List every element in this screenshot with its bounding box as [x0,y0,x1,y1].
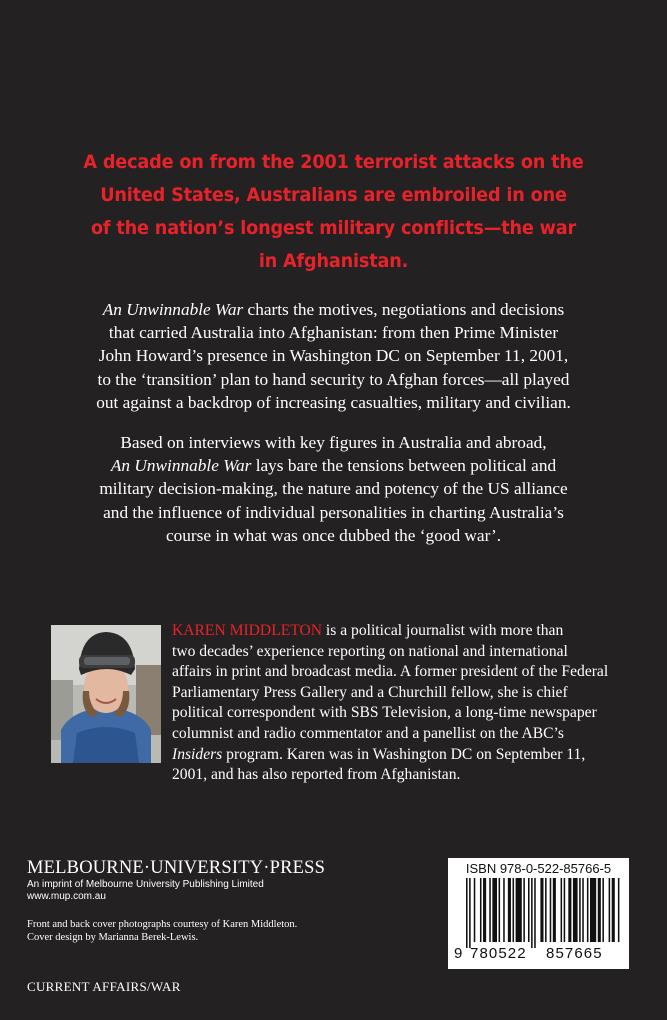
category-label: CURRENT AFFAIRS/WAR [27,979,181,994]
barcode-bar [598,878,601,942]
bio-line: two decades’ experience reporting on national and international [172,642,568,660]
barcode-digits-right: 857665 [546,945,603,962]
bio-line: political correspondent with SBS Television, a long-time newspaper [172,704,597,722]
barcode-bar [523,878,525,942]
barcode-bar [503,878,505,942]
headline-line: in Afghanistan. [258,250,409,272]
blurb-text: charts the motives, negotiations and decisions [243,300,565,319]
isbn-label: ISBN 978-0-522-85766-5 [465,861,612,876]
headline [61,146,607,278]
bio-line [172,745,627,766]
barcode-bar [474,878,476,942]
barcode-bar [564,878,566,942]
barcode-bar [545,878,547,942]
author-photo-illustration [51,625,161,763]
bio-line: affairs in print and broadcast media. A former president of the Federal [172,663,609,681]
headline-line: A decade on from the 2001 terrorist attacks on the [83,151,584,173]
publisher-imprint: An imprint of Melbourne University Publishing Limited [27,879,264,890]
blurb-paragraph-1 [30,298,637,414]
book-title: An Unwinnable War [102,300,244,319]
barcode-bar [550,878,552,942]
barcode-bar [618,878,620,942]
barcode-bar [528,878,530,942]
barcode-bar [483,878,486,942]
barcode-bar [516,878,522,942]
author-name: KAREN MIDDLETON [172,622,323,639]
blurb-line: Based on interviews with key figures in Australia and abroad, [120,433,547,452]
barcode-bar [587,878,589,942]
program-title: Insiders [172,745,223,763]
barcode-bar [568,878,571,942]
blurb-line [30,454,637,477]
blurb-line [30,298,637,321]
bio-line: 2001, and has also reported from Afghanistan. [172,766,461,784]
barcode-bar [579,878,581,942]
barcode-bar [480,878,482,942]
bio-line: Parliamentary Press Gallery and a Churchill fellow, she is chief [172,683,568,701]
barcode-digit-first: 9 [454,945,463,962]
publisher-block [27,857,325,903]
barcode-bar [534,878,536,948]
barcode-bars [448,878,629,948]
author-photo [51,625,161,763]
design-credit: Cover design by Marianna Berek-Lewis. [27,932,199,943]
barcode-bar [466,878,468,948]
barcode-bar [469,878,471,948]
photo-credit: Front and back cover photographs courtesy of Karen Middleton. [27,919,298,930]
blurb-line: John Howard’s presence in Washington DC on September 11, 2001, [98,346,569,366]
blurb-text: lays bare the tensions between political and [251,456,557,476]
blurb-line: military decision-making, the nature and potency of the US alliance [99,479,568,499]
barcode-bar [492,878,497,942]
blurb-paragraph-2 [30,431,637,547]
barcode-bar [553,878,556,942]
blurb-line: course in what was once dubbed the ‘good war’. [165,525,502,545]
bio-line: columnist and radio commentator and a panellist on the ABC’s [172,724,564,742]
barcode [448,858,629,969]
barcode-bar [531,878,533,948]
bio-text: is a political journalist with more than [322,622,564,639]
publisher-name: MELBOURNE·UNIVERSITY·PRESS [27,858,326,878]
bio-line [172,621,627,642]
barcode-bar [499,878,501,942]
barcode-bar [602,878,604,942]
barcode-bar [489,878,491,942]
barcode-digits-left: 780522 [470,945,527,962]
barcode-bar [573,878,578,942]
barcode-bar [540,878,543,942]
headline-line: of the nation’s longest military conflicts—the war [90,217,577,239]
cover-credits [27,918,297,944]
barcode-bar [561,878,563,942]
barcode-bar [508,878,511,942]
barcode-bar [612,878,615,942]
barcode-bar [582,878,584,942]
blurb-line: to the ‘transition’ plan to hand security to Afghan forces—all played [97,369,570,389]
blurb-line: that carried Australia into Afghanistan: from then Prime Minister [108,323,559,343]
bio-text: program. Karen was in Washington DC on September 11, [222,745,586,763]
author-bio [172,621,627,786]
barcode-bar [513,878,515,942]
headline-line: United States, Australians are embroiled in one [100,184,567,206]
publisher-website: www.mup.com.au [27,891,106,902]
barcode-bar [590,878,596,942]
blurb-line: and the influence of individual personalities in charting Australia’s [103,502,564,522]
book-title: An Unwinnable War [110,456,252,476]
blurb-line: out against a backdrop of increasing casualties, military and civilian. [96,392,571,412]
barcode-bar [609,878,611,942]
